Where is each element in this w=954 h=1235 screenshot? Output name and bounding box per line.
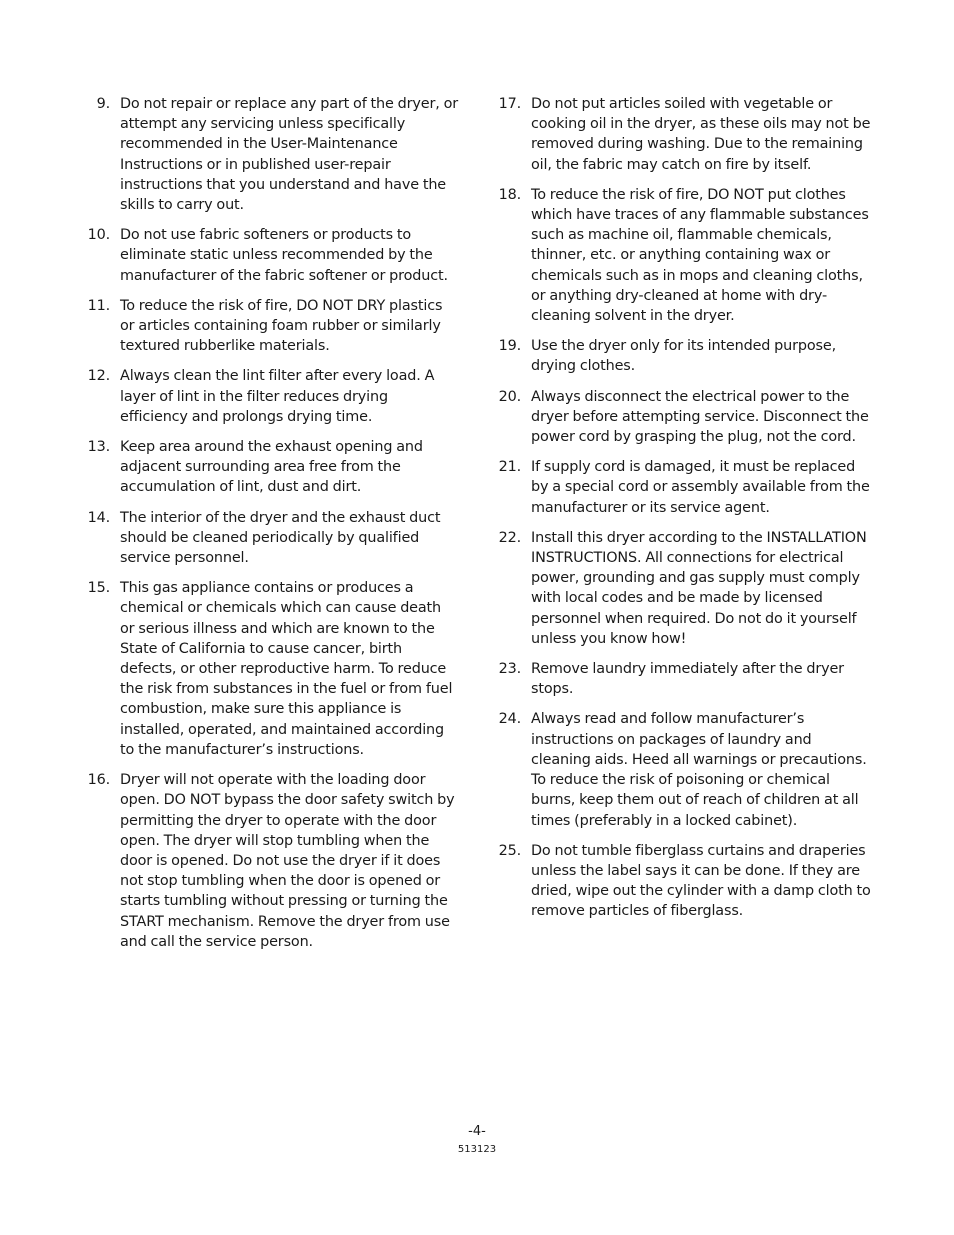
right-instruction-list: [495, 94, 873, 932]
instruction-number: 17.: [498, 96, 521, 112]
document-code: 513123: [457, 1144, 497, 1155]
instruction-number: 13.: [87, 439, 110, 456]
left-instruction-list: [86, 94, 458, 962]
instruction-text: This gas appliance contains or produces a chemical or chemicals which can cause death or serious illness and which are known to the State of California to cause cancer, birth defects, or other reproductive harm. To reduce the risk from substances in the fuel or from fuel combustion, make sure this appliance is installed, operated, and maintained according to the manufacturer’s instructions.: [120, 580, 453, 758]
instruction-text: Do not tumble fiberglass curtains and draperies unless the label says it can be done. If they are dried, wipe out the cylinder with a damp cloth to remove particles of fiberglass.: [531, 842, 871, 920]
instruction-item-21: [495, 457, 873, 518]
instruction-item-25: [495, 841, 873, 922]
instruction-item-12: [86, 366, 458, 427]
instruction-text: Always clean the lint filter after every load. A layer of lint in the filter reduces drying efficiency and prolongs drying time.: [120, 368, 435, 425]
instruction-item-18: [495, 185, 873, 326]
instruction-number: 14.: [87, 509, 110, 526]
instruction-item-22: [495, 528, 873, 649]
instruction-number: 16.: [87, 772, 110, 789]
instruction-number: 20.: [498, 388, 521, 405]
instruction-text: Always read and follow manufacturer’s instructions on packages of laundry and cleaning aids. Heed all warnings or precautions. To reduce the risk of poisoning or chemical burns, keep them out of reach of children at all times (preferably in a locked cabinet).: [531, 711, 867, 829]
instruction-text: Always disconnect the electrical power to the dryer before attempting service. Disconnect the power cord by grasping the plug, not the cord.: [531, 388, 869, 446]
instruction-number: 11.: [87, 297, 110, 314]
instruction-text: To reduce the risk of fire, DO NOT DRY plastics or articles containing foam rubber or similarly textured rubberlike materials.: [120, 297, 443, 355]
instruction-text: To reduce the risk of fire, DO NOT put clothes which have traces of any flammable substances such as machine oil, flammable chemicals, thinner, etc. or anything containing wax or chemicals such as in mops and cleaning cloths, or anything dry-cleaned at home with dry-cleaning solvent in the dryer.: [531, 186, 869, 325]
instruction-text: Use the dryer only for its intended purpose, drying clothes.: [531, 338, 837, 375]
instruction-item-20: [495, 387, 873, 448]
instruction-text: Dryer will not operate with the loading door open. DO NOT bypass the door safety switch by permitting the dryer to operate with the door open. The dryer will stop tumbling when the door is opened. Do not use the dryer if it does not stop tumbling when the door is opened or starts tumbling without pressing or turning the START mechanism. Remove the dryer from use and call the service person.: [120, 772, 455, 950]
instruction-text: Do not repair or replace any part of the dryer, or attempt any servicing unless specifically recommended in the User-Maintenance Instructions or in published user-repair instructions that you understand and have the skills to carry out.: [120, 96, 458, 214]
instruction-number: 9.: [96, 96, 110, 112]
instruction-number: 23.: [498, 661, 521, 678]
instruction-text: Do not use fabric softeners or products to eliminate static unless recommended by the manufacturer of the fabric softener or product.: [120, 227, 448, 284]
instruction-text: The interior of the dryer and the exhaust duct should be cleaned periodically by qualified service personnel.: [120, 509, 441, 567]
instruction-number: 21.: [498, 459, 521, 476]
instruction-item-13: [86, 437, 458, 498]
instruction-item-24: [495, 709, 873, 830]
instruction-item-17: [495, 94, 873, 175]
instruction-number: 10.: [87, 227, 110, 244]
instruction-number: 19.: [498, 338, 521, 355]
instruction-text: Keep area around the exhaust opening and adjacent surrounding area free from the accumulation of lint, dust and dirt.: [120, 439, 423, 496]
instruction-item-10: [86, 225, 458, 286]
instruction-number: 18.: [498, 186, 521, 203]
instruction-number: 24.: [498, 711, 521, 728]
instruction-item-9: [86, 94, 458, 215]
instruction-number: 25.: [498, 842, 521, 859]
instruction-number: 12.: [87, 368, 110, 385]
instruction-text: Remove laundry immediately after the dryer stops.: [531, 661, 844, 698]
instruction-text: Do not put articles soiled with vegetable or cooking oil in the dryer, as these oils may not be removed during washing. Due to the remaining oil, the fabric may catch on fire by itself.: [531, 96, 871, 173]
instruction-item-15: [86, 578, 458, 760]
instruction-item-11: [86, 296, 458, 357]
page-number: -4-: [468, 1124, 486, 1139]
instruction-text: Install this dryer according to the INSTALLATION INSTRUCTIONS. All connections for electrical power, grounding and gas supply must comply with local codes and be made by licensed personnel when required. Do not do it yourself unless you know how!: [531, 529, 867, 647]
instruction-item-23: [495, 659, 873, 699]
instruction-item-14: [86, 508, 458, 569]
instruction-item-16: [86, 770, 458, 952]
instruction-text: If supply cord is damaged, it must be replaced by a special cord or assembly available from the manufacturer or its service agent.: [531, 459, 870, 516]
instruction-number: 15.: [87, 580, 110, 597]
instruction-number: 22.: [498, 529, 521, 546]
instruction-item-19: [495, 336, 873, 376]
